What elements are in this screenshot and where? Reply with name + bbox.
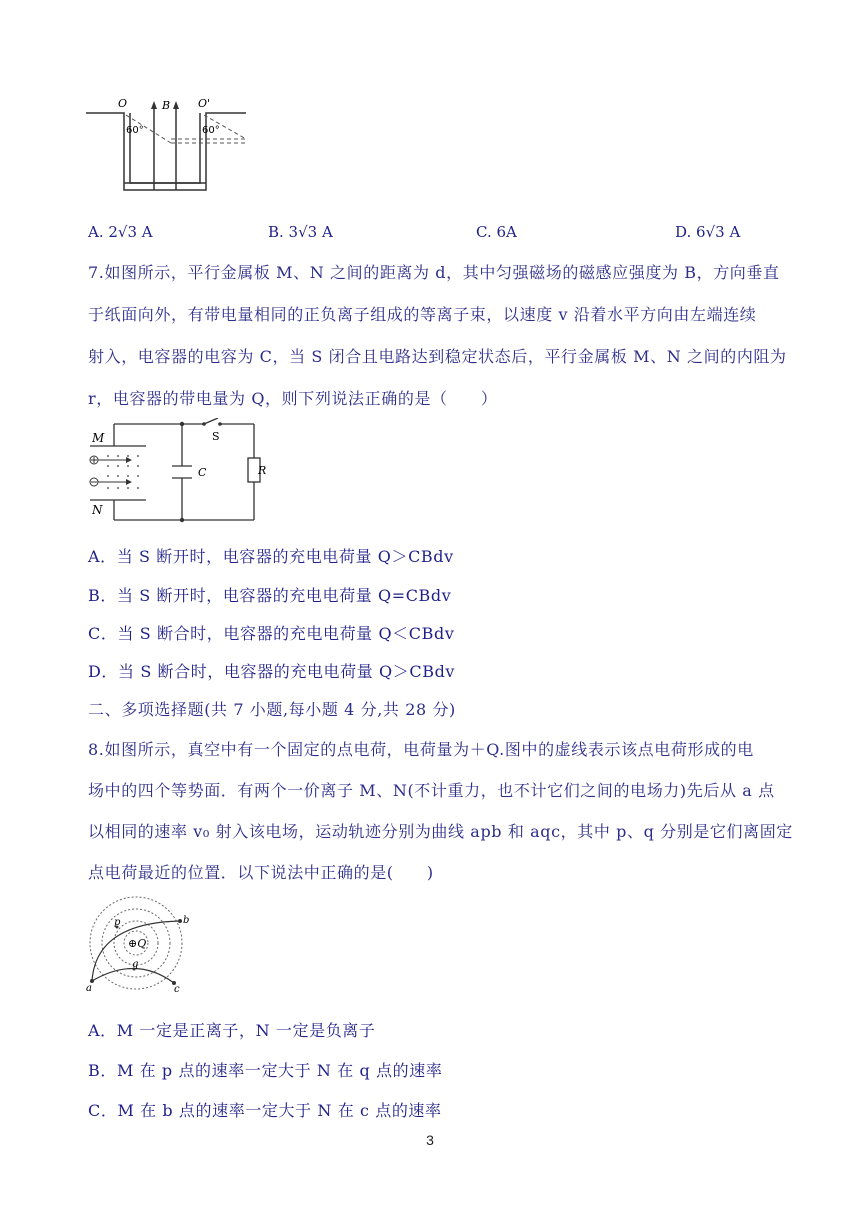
- q6-option-d[interactable]: D. 6√3 A: [675, 223, 741, 241]
- label-c-point: c: [174, 984, 180, 993]
- label-b: B: [162, 99, 171, 112]
- q7-line-4: r，电容器的带电量为 Q，则下列说法正确的是（ ）: [88, 389, 498, 408]
- label-p: p: [114, 917, 121, 928]
- label-o-prime: O': [198, 97, 211, 110]
- q8-line-3: 以相同的速率 v₀ 射入该电场，运动轨迹分别为曲线 apb 和 aqc，其中 p、q 分别是它们离固定: [88, 822, 793, 841]
- label-c: C: [198, 466, 207, 479]
- q7-line-3: 射入，电容器的电容为 C，当 S 闭合且电路达到稳定状态后，平行金属板 M、N 之间的内阻为: [88, 347, 787, 366]
- label-n: N: [92, 503, 103, 517]
- q8-line-1: 8.如图所示，真空中有一个固定的点电荷，电荷量为＋Q.图中的虚线表示该点电荷形成的电: [88, 740, 754, 759]
- label-a-point: a: [86, 983, 92, 993]
- q7-option-c[interactable]: C．当 S 断合时，电容器的充电电荷量 Q＜CBdv: [88, 624, 455, 643]
- q8-option-a[interactable]: A．M 一定是正离子，N 一定是负离子: [88, 1021, 376, 1040]
- q7-option-b[interactable]: B．当 S 断开时，电容器的充电电荷量 Q=CBdv: [88, 586, 452, 605]
- section-2-title: 二、多项选择题(共 7 小题,每小题 4 分,共 28 分): [88, 700, 456, 719]
- q6-figure: [86, 95, 256, 195]
- q8-line-2: 场中的四个等势面．有两个一价离子 M、N(不计重力，也不计它们之间的电场力)先后从 a 点: [88, 781, 775, 800]
- label-q: ⊕Q: [128, 937, 147, 950]
- q7-circuit-figure: [86, 418, 266, 524]
- label-b-point: b: [183, 915, 190, 926]
- label-r: R: [258, 464, 266, 477]
- q6-option-a[interactable]: A. 2√3 A: [88, 223, 153, 241]
- label-q-point: q: [132, 959, 139, 970]
- q7-line-2: 于纸面向外，有带电量相同的正负离子组成的等离子束，以速度 v 沿着水平方向由左端连续: [88, 305, 757, 324]
- q6-options: [88, 223, 768, 247]
- q8-option-b[interactable]: B．M 在 p 点的速率一定大于 N 在 q 点的速率: [88, 1061, 443, 1080]
- label-angle-1: 60°: [126, 125, 144, 136]
- q7-line-1: 7.如图所示，平行金属板 M、N 之间的距离为 d，其中匀强磁场的磁感应强度为 B，方向垂直: [88, 263, 780, 282]
- q6-option-b[interactable]: B. 3√3 A: [268, 223, 333, 241]
- q6-option-c[interactable]: C. 6A: [476, 223, 517, 241]
- label-o: O: [118, 97, 128, 110]
- page-number: 3: [426, 1132, 434, 1148]
- q7-option-d[interactable]: D．当 S 断合时，电容器的充电电荷量 Q＞CBdv: [88, 662, 456, 681]
- label-s: S: [212, 430, 220, 443]
- label-m: M: [92, 431, 105, 445]
- q7-option-a[interactable]: A．当 S 断开时，电容器的充电电荷量 Q＞CBdv: [88, 547, 454, 566]
- label-angle-2: 60°: [202, 125, 220, 136]
- q8-line-4: 点电荷最近的位置．以下说法中正确的是( ): [88, 863, 434, 882]
- q8-option-c[interactable]: C．M 在 b 点的速率一定大于 N 在 c 点的速率: [88, 1101, 442, 1120]
- q8-field-figure: [84, 893, 194, 993]
